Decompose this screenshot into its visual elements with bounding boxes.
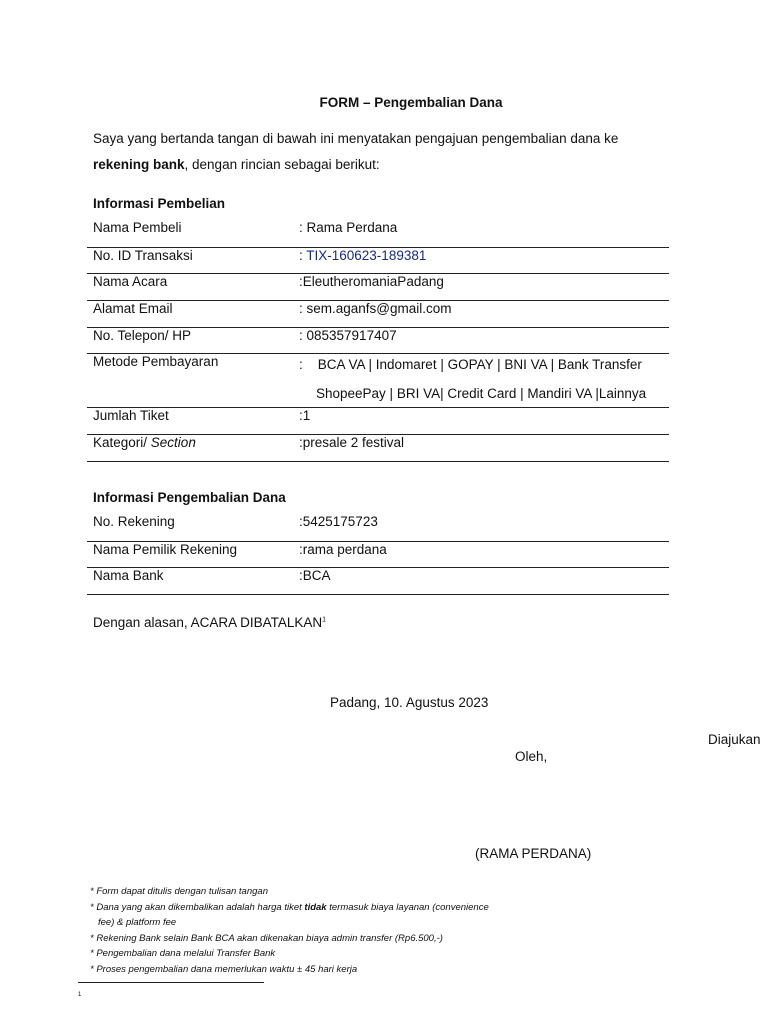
submitted-by-word-2: Oleh, bbox=[515, 749, 548, 764]
row-value bbox=[293, 247, 669, 273]
row-value: :BCA bbox=[293, 567, 669, 594]
table-row bbox=[87, 541, 669, 567]
table-row bbox=[87, 434, 669, 461]
row-label: No. Telepon/ HP bbox=[87, 327, 293, 353]
footnote-number: 1 bbox=[78, 992, 82, 998]
table-row bbox=[87, 247, 669, 273]
row-label bbox=[87, 434, 293, 461]
note-item: * Form dapat ditulis dengan tulisan tangan bbox=[90, 886, 268, 897]
row-label: No. ID Transaksi bbox=[87, 247, 293, 273]
section-label-italic: Section bbox=[150, 434, 196, 450]
note-item: * Pengembalian dana melalui Transfer Bank bbox=[90, 948, 276, 959]
table-row bbox=[87, 353, 669, 407]
note-bold-text: tidak bbox=[304, 901, 327, 913]
table-row bbox=[87, 327, 669, 353]
table-row bbox=[87, 514, 669, 541]
intro-bold-text: rekening bank bbox=[93, 157, 185, 172]
place-date: Padang, 10. Agustus 2023 bbox=[330, 695, 489, 710]
reason-text: Dengan alasan, ACARA DIBATALKAN bbox=[93, 615, 323, 630]
note-text: termasuk biaya layanan (convenience bbox=[326, 901, 489, 913]
row-label: No. Rekening bbox=[87, 514, 293, 541]
row-value: :presale 2 festival bbox=[293, 434, 669, 461]
row-value: :1 bbox=[293, 407, 669, 434]
purchase-info-heading: Informasi Pembelian bbox=[93, 196, 226, 211]
note-item-continuation: fee) & platform fee bbox=[98, 917, 177, 928]
payment-methods bbox=[293, 353, 669, 407]
payment-methods-line-2: ShopeePay | BRI VA| Credit Card | Mandiri VA |Lainnya bbox=[316, 385, 647, 401]
refund-reason bbox=[93, 615, 326, 630]
row-value: : sem.aganfs@gmail.com bbox=[293, 300, 669, 327]
intro-rest-text: , dengan rincian sebagai berikut: bbox=[184, 157, 380, 172]
row-label: Nama Bank bbox=[87, 567, 293, 594]
row-label: Jumlah Tiket bbox=[87, 407, 293, 434]
transaction-id-value: TIX-160623-189381 bbox=[306, 247, 427, 263]
refund-info-table bbox=[87, 514, 669, 595]
intro-line-2 bbox=[93, 157, 380, 172]
row-value: : Rama Perdana bbox=[293, 220, 669, 247]
row-label: Nama Pemilik Rekening bbox=[87, 541, 293, 567]
signer-name: (RAMA PERDANA) bbox=[475, 846, 592, 861]
row-value: : 085357917407 bbox=[293, 327, 669, 353]
refund-info-heading: Informasi Pengembalian Dana bbox=[93, 490, 286, 505]
note-item bbox=[90, 900, 560, 916]
note-item: * Proses pengembalian dana memerlukan waktu ± 45 hari kerja bbox=[90, 963, 358, 975]
payment-methods-line-1: : BCA VA | Indomaret | GOPAY | BNI VA | Bank Transfer bbox=[299, 356, 642, 372]
table-row bbox=[87, 407, 669, 434]
notes-list bbox=[90, 884, 560, 977]
table-row bbox=[87, 273, 669, 300]
row-label: Nama Acara bbox=[87, 273, 293, 300]
submitted-by-word-1: Diajukan bbox=[708, 732, 761, 747]
table-row bbox=[87, 220, 669, 247]
purchase-info-table bbox=[87, 220, 669, 462]
row-label: Alamat Email bbox=[87, 300, 293, 327]
table-row bbox=[87, 300, 669, 327]
category-label: Kategori/ bbox=[93, 434, 151, 450]
row-label: Metode Pembayaran bbox=[87, 353, 293, 407]
footnote-divider bbox=[78, 982, 264, 983]
row-value: :5425175723 bbox=[293, 514, 669, 541]
row-label: Nama Pembeli bbox=[87, 220, 293, 247]
note-text: * Dana yang akan dikembalikan adalah harga tiket bbox=[90, 901, 305, 913]
intro-line-1: Saya yang bertanda tangan di bawah ini menyatakan pengajuan pengembalian dana ke bbox=[93, 131, 619, 146]
footnote-mark: 1 bbox=[322, 616, 327, 624]
form-title: FORM – Pengembalian Dana bbox=[319, 95, 503, 110]
row-value: :EleutheromaniaPadang bbox=[293, 273, 669, 300]
table-row bbox=[87, 567, 669, 594]
note-item: * Rekening Bank selain Bank BCA akan dikenakan biaya admin transfer (Rp6.500,-) bbox=[90, 932, 443, 944]
row-value: :rama perdana bbox=[293, 541, 669, 567]
colon-prefix: : bbox=[299, 247, 307, 263]
